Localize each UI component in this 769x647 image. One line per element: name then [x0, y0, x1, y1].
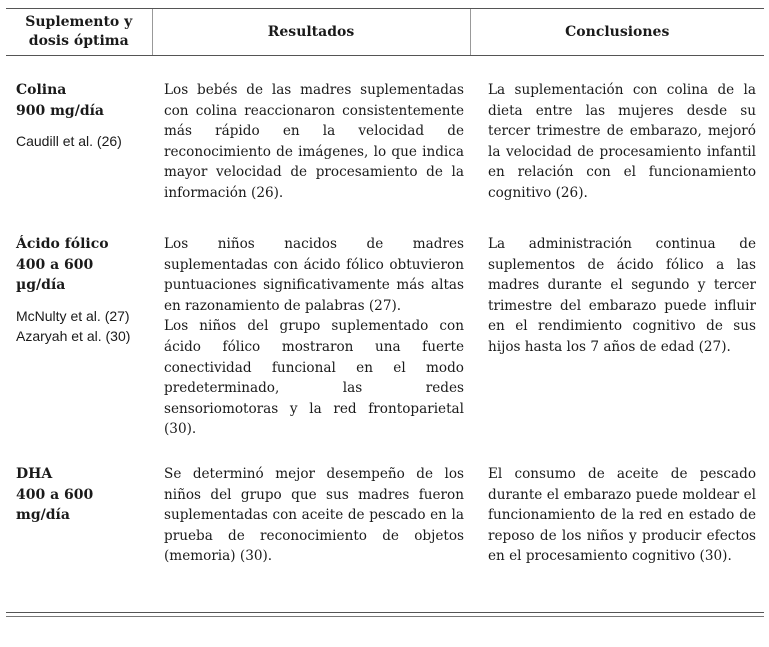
results-text: Los niños del grupo suplementado con ácido fólico mostraron una fuerte conectividad funcional en el modo predeterminado, las redes sensoriomotoras y la red frontoparietal (30). [164, 318, 464, 438]
supplement-dose: 400 a 600 [16, 486, 94, 503]
results-cell [152, 440, 470, 613]
header-conclusions: Conclusiones [470, 9, 764, 56]
conclusions-text: El consumo de aceite de pescado durante el embarazo puede moldear el funcionamiento de la red en estado de reposo de los niños y producir efectos en el procesamiento cognitivo (30). [488, 465, 756, 565]
supplement-cell [6, 56, 152, 211]
conclusions-cell [470, 56, 764, 211]
supplement-name: DHA [16, 465, 53, 482]
table-header-row [6, 9, 764, 56]
table-bottom-rule-double [6, 616, 764, 617]
supplement-name: Colina [16, 82, 67, 98]
conclusions-cell [470, 210, 764, 440]
results-text: Se determinó mejor desempeño de los niños del grupo que sus madres fueron suplementadas con aceite de pescado en la prueba de reconocimiento de objetos (memoria) (30). [164, 465, 464, 565]
conclusions-text: La administración continua de suplementos de ácido fólico a las madres durante el segundo y tercer trimestre del embarazo puede influir en el rendimiento cognitivo de sus hijos hasta los 7 años de edad (27). [488, 236, 756, 355]
results-cell [152, 56, 470, 211]
reference-citation: Caudill et al. (26) [16, 133, 122, 150]
supplement-dose-unit: mg/día [16, 507, 70, 524]
conclusions-text: La suplementación con colina de la dieta entre las mujeres desde su tercer trimestre de embarazo, mejoró la velocidad de procesamiento infantil en relación con el funcionamiento cognitivo (26). [488, 82, 756, 201]
conclusions-cell [470, 440, 764, 613]
supplement-cell [6, 440, 152, 613]
supplement-dose: 900 mg/día [16, 102, 104, 119]
results-text: Los niños nacidos de madres suplementadas con ácido fólico obtuvieron puntuaciones significativamente más altas en razonamiento de palabras (27). [164, 236, 464, 314]
table-row-colina [6, 56, 764, 211]
reference-citation: McNulty et al. (27) [16, 307, 130, 324]
results-cell [152, 210, 470, 440]
supplement-cell [6, 210, 152, 440]
header-results: Resultados [152, 9, 470, 56]
results-text: Los bebés de las madres suplementadas con colina reaccionaron consistentemente más rápido en la velocidad de reconocimiento de imágenes, lo que indica mayor velocidad de procesamiento de la información (26). [164, 82, 464, 201]
supplement-name: Ácido fólico [16, 236, 109, 252]
supplement-dose-unit: µg/día [16, 277, 66, 294]
reference-citation: Azaryah et al. (30) [16, 328, 131, 345]
table-row-dha [6, 440, 764, 613]
supplement-results-table [6, 8, 764, 617]
table-row-acido-folico [6, 210, 764, 440]
header-supplement: Suplemento y dosis óptima [6, 9, 152, 56]
supplement-dose: 400 a 600 [16, 256, 94, 273]
